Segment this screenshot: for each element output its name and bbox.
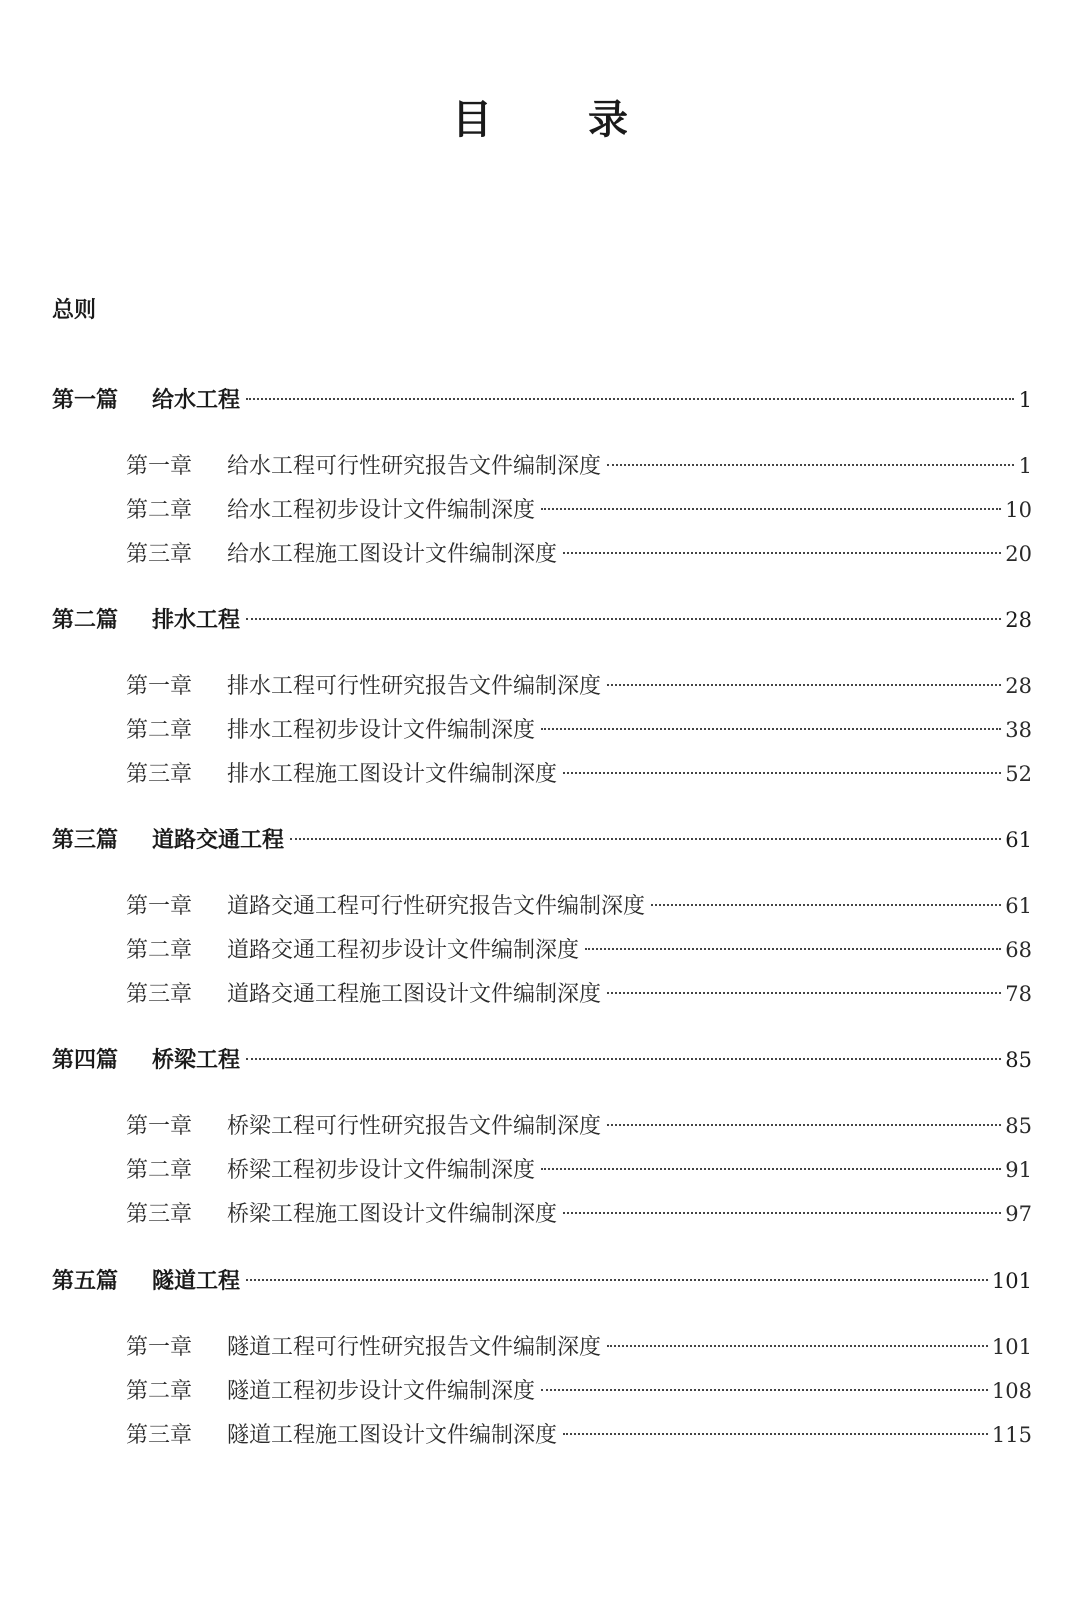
part-label: 第二篇 — [52, 608, 119, 633]
toc-part-entry[interactable] — [52, 603, 1032, 637]
chapter-label: 第三章 — [126, 982, 193, 1007]
dot-leader — [541, 728, 1001, 730]
chapter-title: 给水工程可行性研究报告文件编制深度 — [227, 454, 602, 479]
toc-chapter-entry[interactable] — [126, 933, 1032, 967]
chapter-title: 桥梁工程施工图设计文件编制深度 — [227, 1202, 558, 1227]
chapter-title: 隧道工程施工图设计文件编制深度 — [227, 1423, 558, 1448]
page-number: 101 — [991, 1269, 1032, 1293]
chapter-title: 给水工程施工图设计文件编制深度 — [227, 542, 558, 567]
page-number: 115 — [991, 1423, 1032, 1447]
page-number: 85 — [1005, 1048, 1032, 1072]
chapter-title: 隧道工程初步设计文件编制深度 — [227, 1379, 536, 1404]
chapter-label: 第三章 — [126, 1202, 193, 1227]
toc-chapter-entry[interactable] — [126, 1330, 1032, 1364]
dot-leader — [246, 1279, 988, 1281]
chapter-label: 第二章 — [126, 498, 193, 523]
chapter-label: 第三章 — [126, 762, 193, 787]
chapter-title: 排水工程可行性研究报告文件编制深度 — [227, 674, 602, 699]
toc-part-entry[interactable] — [52, 823, 1032, 857]
part-title: 隧道工程 — [152, 1269, 241, 1294]
page-number: 78 — [1005, 982, 1032, 1006]
toc-chapter-entry[interactable] — [126, 889, 1032, 923]
toc-chapter-entry[interactable] — [126, 669, 1032, 703]
title-char-2: 录 — [588, 97, 628, 143]
page-number: 101 — [991, 1335, 1032, 1359]
chapter-title: 排水工程初步设计文件编制深度 — [227, 718, 536, 743]
dot-leader — [246, 398, 1014, 400]
dot-leader — [607, 992, 1001, 994]
page-number: 108 — [991, 1379, 1032, 1403]
toc-chapter-entry[interactable] — [126, 1109, 1032, 1143]
page-number: 61 — [1005, 894, 1032, 918]
chapter-label: 第二章 — [126, 1379, 193, 1404]
chapter-title: 给水工程初步设计文件编制深度 — [227, 498, 536, 523]
title-char-1: 目 — [452, 97, 492, 143]
toc-part-entry[interactable] — [52, 1264, 1032, 1298]
dot-leader — [607, 464, 1014, 466]
part-title: 排水工程 — [152, 608, 241, 633]
chapter-label: 第二章 — [126, 718, 193, 743]
toc-chapter-entry[interactable] — [126, 1374, 1032, 1408]
page-number: 10 — [1005, 498, 1032, 522]
chapter-label: 第一章 — [126, 454, 193, 479]
chapter-label: 第二章 — [126, 938, 193, 963]
dot-leader — [651, 904, 1001, 906]
chapter-title: 排水工程施工图设计文件编制深度 — [227, 762, 558, 787]
chapter-title: 隧道工程可行性研究报告文件编制深度 — [227, 1335, 602, 1360]
chapter-title: 道路交通工程初步设计文件编制深度 — [227, 938, 580, 963]
chapter-title: 桥梁工程初步设计文件编制深度 — [227, 1158, 536, 1183]
part-label: 第四篇 — [52, 1048, 119, 1073]
chapter-title: 道路交通工程施工图设计文件编制深度 — [227, 982, 602, 1007]
dot-leader — [607, 1345, 988, 1347]
part-label: 第一篇 — [52, 388, 119, 413]
chapter-label: 第二章 — [126, 1158, 193, 1183]
part-label: 第三篇 — [52, 828, 119, 853]
dot-leader — [246, 1058, 1001, 1060]
toc-chapter-entry[interactable] — [126, 493, 1032, 527]
page-number: 1 — [1018, 454, 1032, 478]
page-number: 38 — [1005, 718, 1032, 742]
chapter-label: 第三章 — [126, 1423, 193, 1448]
dot-leader — [563, 552, 1001, 554]
page-number: 28 — [1005, 674, 1032, 698]
dot-leader — [290, 838, 1001, 840]
page-number: 20 — [1005, 542, 1032, 566]
toc-chapter-entry[interactable] — [126, 977, 1032, 1011]
chapter-label: 第一章 — [126, 894, 193, 919]
general-provisions-heading[interactable]: 总则 — [52, 298, 97, 323]
toc-part-entry[interactable] — [52, 1043, 1032, 1077]
chapter-label: 第一章 — [126, 1114, 193, 1139]
page-title — [0, 92, 1080, 148]
dot-leader — [563, 1433, 988, 1435]
chapter-label: 第一章 — [126, 674, 193, 699]
dot-leader — [563, 772, 1001, 774]
toc-part-entry[interactable] — [52, 383, 1032, 417]
dot-leader — [541, 508, 1001, 510]
dot-leader — [563, 1212, 1001, 1214]
chapter-title: 桥梁工程可行性研究报告文件编制深度 — [227, 1114, 602, 1139]
part-label: 第五篇 — [52, 1269, 119, 1294]
toc-chapter-entry[interactable] — [126, 713, 1032, 747]
part-title: 给水工程 — [152, 388, 241, 413]
page-number: 28 — [1005, 608, 1032, 632]
chapter-label: 第一章 — [126, 1335, 193, 1360]
toc-chapter-entry[interactable] — [126, 449, 1032, 483]
dot-leader — [541, 1389, 988, 1391]
dot-leader — [541, 1168, 1001, 1170]
page-number: 52 — [1005, 762, 1032, 786]
dot-leader — [607, 684, 1001, 686]
dot-leader — [585, 948, 1001, 950]
page-number: 68 — [1005, 938, 1032, 962]
toc-chapter-entry[interactable] — [126, 1153, 1032, 1187]
toc-chapter-entry[interactable] — [126, 1418, 1032, 1452]
page-number: 85 — [1005, 1114, 1032, 1138]
toc-chapter-entry[interactable] — [126, 537, 1032, 571]
dot-leader — [246, 618, 1001, 620]
part-title: 道路交通工程 — [152, 828, 285, 853]
page-number: 1 — [1018, 388, 1032, 412]
dot-leader — [607, 1124, 1001, 1126]
chapter-title: 道路交通工程可行性研究报告文件编制深度 — [227, 894, 646, 919]
page-number: 97 — [1005, 1202, 1032, 1226]
chapter-label: 第三章 — [126, 542, 193, 567]
toc-chapter-entry[interactable] — [126, 1197, 1032, 1231]
page-number: 91 — [1005, 1158, 1032, 1182]
toc-chapter-entry[interactable] — [126, 757, 1032, 791]
part-title: 桥梁工程 — [152, 1048, 241, 1073]
page-number: 61 — [1005, 828, 1032, 852]
